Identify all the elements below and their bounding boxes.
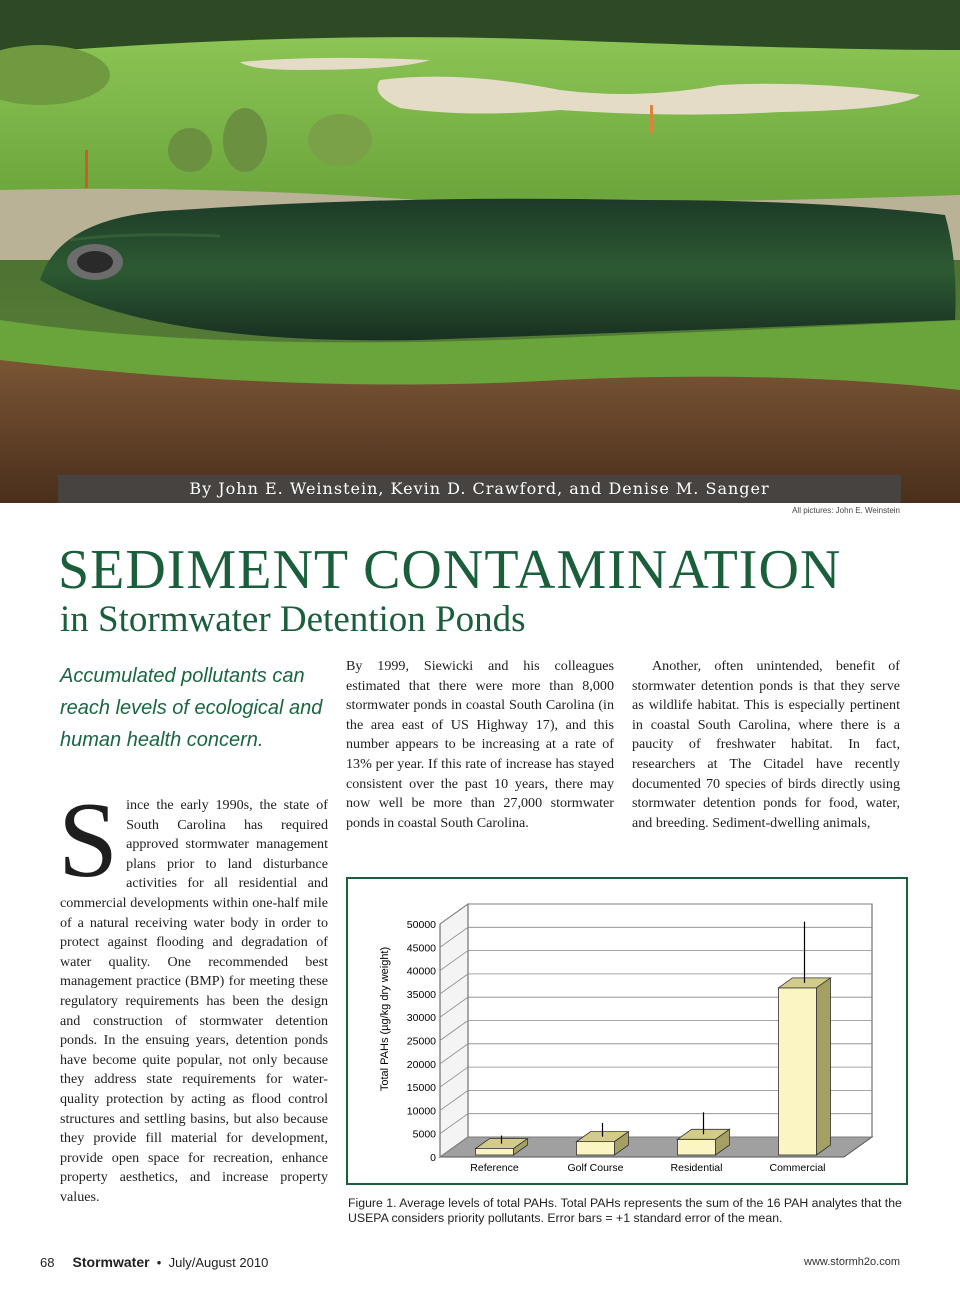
- hero-photo: [0, 0, 960, 503]
- deck-text: Accumulated pollutants can reach levels of ecological and human health concern.: [60, 665, 323, 751]
- chart-y-tick-label: 10000: [406, 1105, 436, 1118]
- chart-y-tick-label: 50000: [406, 919, 436, 931]
- chart-y-ticks: [407, 919, 436, 1164]
- body-column-2: By 1999, Siewicki and his colleagues estimated that there were more than 8,000 stormwater ponds in coastal South Carolina (in the area east of US Highway 17), and this number appears to be increasing at a rate of 13% per year. If this rate of increase has stayed consistent over the past 10 years, there may now well be more than 27,000 stormwater ponds in coastal South Carolina.: [346, 658, 614, 831]
- chart-y-tick-label: 45000: [406, 942, 436, 955]
- magazine-name: Stormwater: [72, 1254, 150, 1270]
- footer-website[interactable]: www.stormh2o.com: [804, 1256, 900, 1268]
- byline: By John E. Weinstein, Kevin D. Crawford, and Denise M. Sanger: [58, 475, 901, 503]
- photo-credit: All pictures: John E. Weinstein: [792, 506, 900, 515]
- body-column-1: [58, 781, 328, 1207]
- chart-bar: [779, 988, 817, 1155]
- chart-y-tick-label: 40000: [406, 965, 436, 978]
- drop-cap: S: [58, 781, 119, 900]
- chart-y-tick-label: 15000: [406, 1082, 436, 1095]
- subheadline: in Stormwater Detention Ponds: [60, 599, 526, 640]
- chart-x-labels: [470, 1162, 825, 1174]
- body-column-1-text: ince the early 1990s, the state of South Carolina has required approved stormwater management plans prior to land disturbance activities for all residential and commercial developments within one-half mile of a natural receiving water body in order to protect against flooding and degradation of water quality. One recommended best management practice (BMP) for meeting these regulatory requirements has been the design and construction of stormwater detention ponds. In the ensuing years, detention ponds have become quite popular, not only because they address state requirements for water-quality protection by acting as flood control structures and settling basins, but also because they provide fill material for development, provide open space for recreation, enhance property aesthetics, and increase property values.: [60, 797, 328, 1205]
- chart-y-tick-label: 5000: [412, 1128, 436, 1141]
- golf-course-pond-image: [0, 0, 960, 503]
- issue-date: July/August 2010: [168, 1255, 269, 1270]
- chart-bar: [476, 1149, 514, 1155]
- chart-y-tick-label: 30000: [406, 1012, 436, 1025]
- chart-svg: [348, 879, 906, 1183]
- chart-x-tick-label: Commercial: [769, 1162, 826, 1174]
- body-column-3: Another, often unintended, benefit of stormwater detention ponds is that they serve as wildlife habitat. This is especially pertinent in coastal South Carolina, where there is a paucity of freshwater habitat. In fact, researchers at The Citadel have recently documented 70 species of birds directly using stormwater detention ponds for food, water, and breeding. Sediment-dwelling animals,: [632, 658, 900, 831]
- chart-y-tick-label: 35000: [406, 988, 436, 1001]
- figure-caption: Figure 1. Average levels of total PAHs. Total PAHs represents the sum of the 16 PAH analytes that the USEPA considers priority pollutants. Error bars = +1 standard error of the mean.: [348, 1196, 902, 1225]
- chart-y-tick-label: 25000: [406, 1035, 436, 1048]
- chart-x-tick-label: Golf Course: [567, 1162, 624, 1174]
- chart-y-tick-label: 20000: [406, 1058, 436, 1071]
- footer-bullet: •: [156, 1255, 162, 1270]
- chart-bar: [678, 1139, 716, 1155]
- footer-left: [40, 1254, 268, 1270]
- chart-y-axis-label: Total PAHs (µg/kg dry weight): [379, 946, 391, 1092]
- chart-bar-side: [817, 978, 831, 1155]
- chart-x-tick-label: Reference: [470, 1162, 519, 1174]
- chart-x-tick-label: Residential: [670, 1162, 723, 1174]
- pah-bar-chart: [346, 877, 908, 1185]
- chart-bar: [577, 1142, 615, 1155]
- page-number: 68: [40, 1255, 55, 1270]
- headline: SEDIMENT CONTAMINATION: [58, 539, 842, 601]
- chart-y-tick-label: 0: [430, 1152, 436, 1164]
